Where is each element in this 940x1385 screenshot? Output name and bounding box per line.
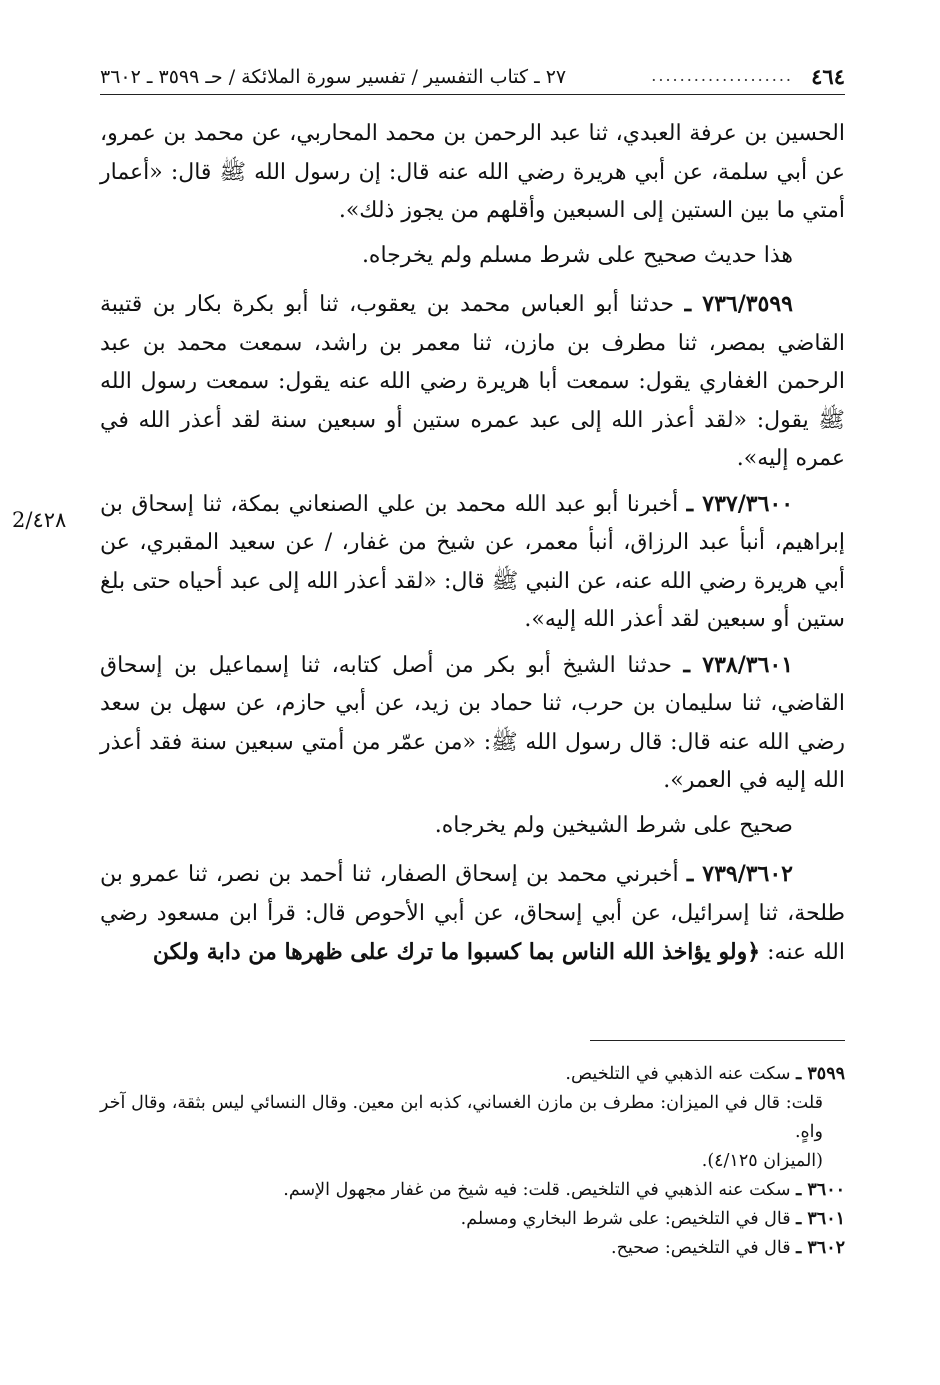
footnote-3601 [100,1205,845,1234]
paragraph-grading [100,807,845,846]
footnote-text: قلت: قال في الميزان: مطرف بن مازن الغساني، كذبه ابن معين. وقال النسائي ليس بثقة، وقال آخر واهٍ. [100,1093,823,1142]
footnote-number: ٣٥٩٩ ـ [796,1064,845,1084]
quran-quote: ﴿ولو يؤاخذ الله الناس بما كسبوا ما ترك على ظهرها من دابة ولكن [152,939,761,965]
hadith-3599 [100,285,845,479]
hadith-number: ٧٣٧/٣٦٠٠ ـ [686,490,794,517]
footnote-comment [100,1089,845,1147]
header-dots: .................... [651,66,793,85]
footnote-text: سكت عنه الذهبي في التلخيص. قلت: فيه شيخ من غفار مجهول الإسم. [283,1180,791,1200]
footnote-number: ٣٦٠٢ ـ [796,1238,845,1258]
margin-volume-reference: 2/٤٢٨ [12,508,67,532]
footnote-text: سكت عنه الذهبي في التلخيص. [565,1064,791,1084]
paragraph-text: هذا حديث صحيح على شرط مسلم ولم يخرجاه. [361,242,793,268]
paragraph-text: الحسين بن عرفة العبدي، ثنا عبد الرحمن بن محمد المحاربي، عن محمد بن عمرو، عن أبي سلمة، عن أبي هريرة رضي الله عنه قال: إن رسول الله ﷺ قال: «أعمار أمتي ما بين الستين إلى السبعين وأقلهم من يجوز ذلك». [100,121,845,223]
hadith-3600 [100,485,845,640]
paragraph-text: أخبرني محمد بن إسحاق الصفار، ثنا أحمد بن نصر، ثنا عمرو بن طلحة، ثنا إسرائيل، عن أبي إسحاق، عن أبي الأحوص قال: قرأ ابن مسعود رضي الله عنه: [100,862,845,965]
footnote-3600 [100,1176,845,1205]
footnote-reference [100,1147,845,1176]
page-number: ٤٦٤ [811,64,845,89]
footnote-3602 [100,1234,845,1263]
main-text [100,115,845,979]
paragraph-grading [100,237,845,276]
footnote-number: ٣٦٠١ ـ [796,1209,845,1229]
footnotes [100,1060,845,1263]
hadith-number: ٧٣٦/٣٥٩٩ ـ [684,291,793,317]
paragraph-text: حدثنا أبو العباس محمد بن يعقوب، ثنا أبو بكرة بكار بن قتيبة القاضي بمصر، ثنا مطرف بن مازن، ثنا معمر بن راشد، سمعت محمد بن عبد الرحمن الغفاري يقول: سمعت أبا هريرة رضي الله عنه يقول: سمعت رسول الله ﷺ يقول: «لقد أعذر الله إلى عبد عمره ستين أو سبعين سنة لقد أعذر الله في عمره إليه». [100,292,845,471]
footnote-text: (الميزان ٤/١٢٥). [701,1151,823,1171]
paragraph-text: أخبرنا أبو عبد الله محمد بن علي الصنعاني بمكة، ثنا إسحاق بن إبراهيم، أنبأ عبد الرزاق، أنبأ معمر، عن شيخ من غفار، / عن سعيد المقبري، عن أبي هريرة رضي الله عنه، عن النبي ﷺ قال: «لقد أعذر الله إلى عبد أحياه حتى بلغ ستين أو سبعين لقد أعذر الله إليه». [100,491,845,632]
footnote-separator [590,1040,845,1041]
hadith-number: ٧٣٩/٣٦٠٢ ـ [686,861,793,887]
header-title: ٢٧ ـ كتاب التفسير / تفسير سورة الملائكة / حـ ٣٥٩٩ ـ ٣٦٠٢ [100,66,567,88]
paragraph-text: صحيح على شرط الشيخين ولم يخرجاه. [434,812,793,838]
paragraph-continuation [100,115,845,231]
footnote-text: قال في التلخيص: صحيح. [611,1238,791,1258]
hadith-number: ٧٣٨/٣٦٠١ ـ [683,651,794,678]
paragraph-text: حدثنا الشيخ أبو بكر من أصل كتابه، ثنا إسماعيل بن إسحاق القاضي، ثنا سليمان بن حرب، ثنا حماد بن زيد، عن أبي حازم، عن سهل بن سعد رضي الله عنه قال: قال رسول الله ﷺ: «من عمّر من أمتي سبعين سنة فقد أعذر الله إليه في العمر». [100,652,845,793]
footnote-number: ٣٦٠٠ ـ [796,1180,845,1200]
footnote-text: قال في التلخيص: على شرط البخاري ومسلم. [460,1209,791,1229]
hadith-3601 [100,646,845,801]
running-header [100,62,845,95]
footnote-3599 [100,1060,845,1089]
hadith-3602 [100,855,845,973]
